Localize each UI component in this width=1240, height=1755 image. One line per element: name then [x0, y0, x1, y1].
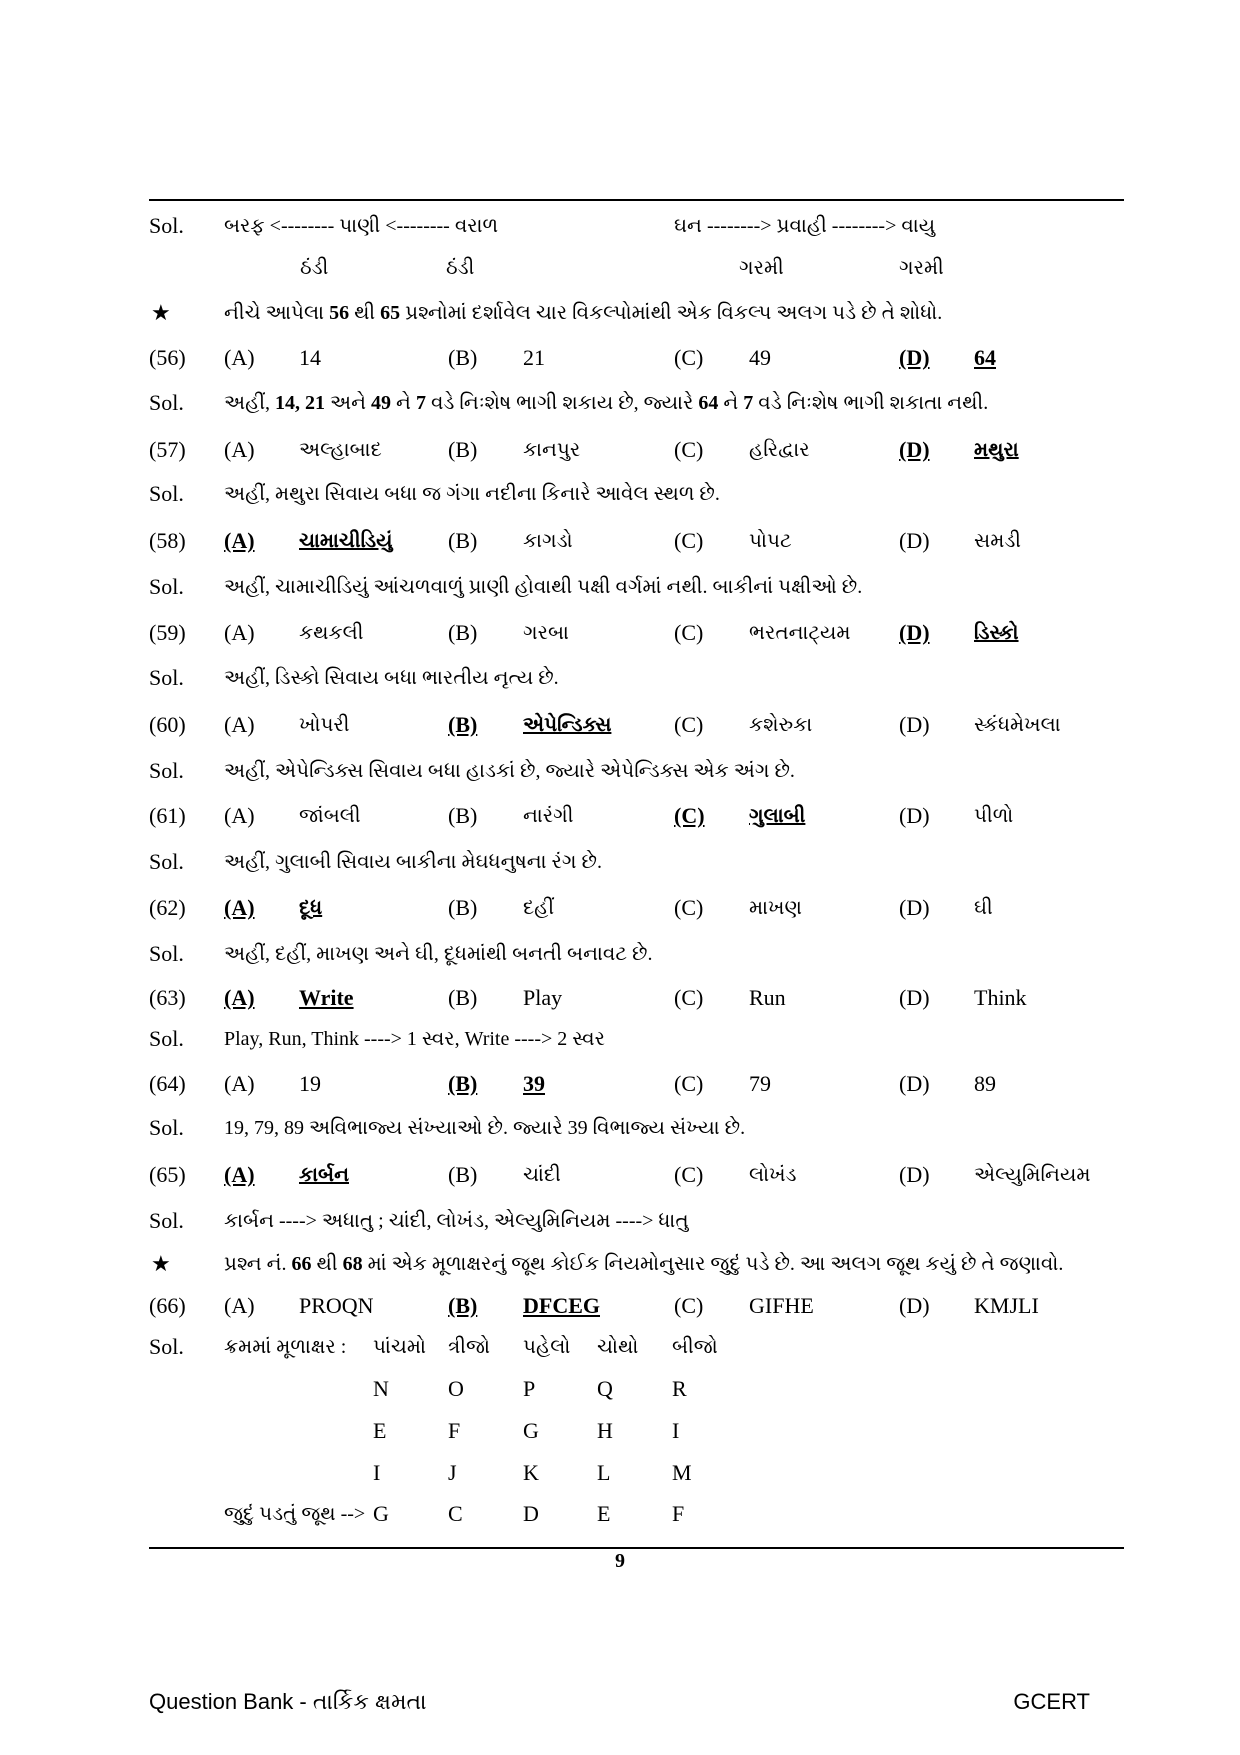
question-number: (60): [149, 712, 186, 737]
option-c-label: (C): [674, 620, 704, 645]
question-number: (58): [149, 528, 186, 553]
letter-cell: M: [672, 1460, 692, 1485]
sol-label: Sol.: [149, 665, 184, 690]
sol-label: Sol.: [149, 481, 184, 506]
option-c-text: પોપટ: [749, 530, 792, 552]
instruction-text: [224, 1249, 1063, 1279]
solution-text: [224, 1206, 689, 1236]
option-b-label: (B): [448, 528, 478, 553]
order-header: પહેલો: [523, 1336, 571, 1358]
letter-cell: F: [448, 1418, 461, 1443]
footer-publisher: GCERT: [1013, 1689, 1090, 1714]
question-number: (62): [149, 895, 186, 920]
temperature-label: ઠંડી: [300, 257, 329, 279]
option-d-text: Think: [974, 985, 1027, 1010]
question-number: (64): [149, 1071, 186, 1096]
solution-61-row: [0, 847, 1240, 877]
option-b-text: એપેન્ડિક્સ: [523, 714, 612, 736]
question-61-row: [0, 801, 1240, 831]
option-a-text: જાંબલી: [299, 805, 361, 827]
top-rule: [149, 199, 1124, 201]
option-a-label: (A): [224, 620, 255, 645]
option-d-label: (D): [899, 712, 930, 737]
option-a-label: (A): [224, 437, 255, 462]
text-segment: ને: [718, 392, 744, 414]
text-segment: Play, Run, Think ----> 1 સ્વર, Write ----> 2 સ્વર: [224, 1028, 605, 1050]
option-d-text: ઘી: [974, 897, 993, 919]
option-d-text: મથુરા: [974, 439, 1019, 461]
solution-text: [224, 756, 795, 786]
letter-cell: O: [448, 1376, 464, 1401]
option-d-text: સમડી: [974, 530, 1022, 552]
option-c-label: (C): [674, 985, 704, 1010]
sol-label: Sol.: [149, 1334, 184, 1359]
option-c-label: (C): [674, 803, 705, 828]
question-62-row: [0, 893, 1240, 923]
option-a-label: (A): [224, 1293, 255, 1318]
question-number: (56): [149, 345, 186, 370]
option-b-text: દહીં: [523, 897, 555, 919]
letter-cell: C: [448, 1501, 463, 1526]
sol-label: Sol.: [149, 849, 184, 874]
letter-cell: K: [523, 1460, 539, 1485]
option-c-text: માખણ: [749, 897, 802, 919]
text-segment: 64: [698, 392, 719, 414]
option-c-label: (C): [674, 528, 704, 553]
option-d-label: (D): [899, 1162, 930, 1187]
text-segment: અહીં, ડિસ્કો સિવાય બધા ભારતીય નૃત્ય છે.: [224, 667, 559, 689]
text-segment: અહીં, દહીં, માખણ અને ઘી, દૂધમાંથી બનતી બનાવટ છે.: [224, 943, 653, 965]
option-a-text: ચામાચીડિયું: [299, 530, 393, 552]
text-segment: 7: [415, 392, 426, 414]
text-segment: નીચે આપેલા: [224, 302, 330, 324]
option-d-label: (D): [899, 985, 930, 1010]
option-c-text: હરિદ્વાર: [749, 439, 810, 461]
solution-text: [224, 479, 720, 509]
option-d-text: પીળો: [974, 805, 1014, 827]
letter-cell: P: [523, 1376, 536, 1401]
option-a-text: દૂધ: [299, 897, 323, 919]
text-segment: 68: [342, 1253, 363, 1275]
text-segment: 14, 21: [275, 392, 326, 414]
option-c-text: ગુલાબી: [749, 805, 806, 827]
option-d-label: (D): [899, 345, 930, 370]
letter-cell: F: [672, 1501, 685, 1526]
question-57-row: [0, 435, 1240, 465]
sol-label: Sol.: [149, 213, 184, 238]
solution-64-row: [0, 1113, 1240, 1143]
letter-cell: H: [597, 1418, 613, 1443]
letter-cell: L: [597, 1460, 611, 1485]
solution-text: [224, 939, 652, 969]
text-segment: અહીં, ગુલાબી સિવાય બાકીના મેઘધનુષના રંગ છે.: [224, 851, 602, 873]
page-number: 9: [615, 1550, 625, 1572]
solution-text: [224, 663, 559, 693]
option-c-text: Run: [749, 985, 786, 1010]
letter-cell: G: [523, 1418, 539, 1443]
text-segment: અહીં, એપેન્ડિક્સ સિવાય બધા હાડકાં છે, જ્યારે એપેન્ડિક્સ એક અંગ છે.: [224, 760, 795, 782]
option-a-text: કાર્બન: [299, 1164, 349, 1186]
option-c-label: (C): [674, 1293, 704, 1318]
option-a-text: PROQN: [299, 1293, 374, 1318]
option-b-label: (B): [448, 985, 478, 1010]
option-d-label: (D): [899, 528, 930, 553]
option-a-label: (A): [224, 985, 255, 1010]
option-b-text: કાગડો: [523, 530, 573, 552]
option-c-text: 79: [749, 1071, 771, 1096]
option-a-text: કથકલી: [299, 622, 364, 644]
option-d-text: ડિસ્કો: [974, 622, 1019, 644]
letter-cell: N: [373, 1376, 389, 1401]
sol-label: Sol.: [149, 1115, 184, 1140]
text-segment: 66: [291, 1253, 312, 1275]
question-number: (57): [149, 437, 186, 462]
option-b-label: (B): [448, 1071, 478, 1096]
question-64-row: [0, 1069, 1240, 1099]
temperature-label: ગરમી: [899, 257, 944, 279]
question-58-row: [0, 526, 1240, 556]
question-63-row: [0, 983, 1240, 1013]
sol-label: Sol.: [149, 1026, 184, 1051]
solution-62-row: [0, 939, 1240, 969]
odd-group-row: [0, 1499, 1240, 1529]
text-segment: 19, 79, 89 અવિભાજ્ય સંખ્યાઓ છે. જ્યારે 39 વિભાજ્ય સંખ્યા છે.: [224, 1117, 746, 1139]
solution-63-row: [0, 1024, 1240, 1054]
solution-58-row: [0, 572, 1240, 602]
option-c-label: (C): [674, 1162, 704, 1187]
option-a-text: 14: [299, 345, 321, 370]
option-d-text: સ્કંધમેખલા: [974, 714, 1061, 736]
order-header: પાંચમો: [373, 1336, 426, 1358]
temperature-label: ગરમી: [739, 257, 784, 279]
option-d-label: (D): [899, 895, 930, 920]
option-c-label: (C): [674, 345, 704, 370]
option-d-text: 89: [974, 1071, 996, 1096]
letter-cell: D: [523, 1501, 539, 1526]
solution-59-row: [0, 663, 1240, 693]
letter-cell: Q: [597, 1376, 613, 1401]
odd-group-label: જુદું પડતું જૂથ -->: [224, 1503, 366, 1525]
option-c-text: GIFHE: [749, 1293, 814, 1318]
option-a-text: અલ્હાબાદ: [299, 439, 382, 461]
option-d-text: 64: [974, 345, 996, 370]
bottom-rule: [149, 1547, 1124, 1549]
option-b-label: (B): [448, 345, 478, 370]
option-b-text: DFCEG: [523, 1293, 600, 1318]
temperature-label: ઠંડી: [446, 257, 475, 279]
question-60-row: [0, 710, 1240, 740]
option-a-text: 19: [299, 1071, 321, 1096]
letter-cell: I: [672, 1418, 680, 1443]
option-c-text: 49: [749, 345, 771, 370]
text-segment: વડે નિઃશેષ ભાગી શકાતા નથી.: [753, 392, 989, 414]
text-segment: પ્રશ્નોમાં દર્શાવેલ ચાર વિકલ્પોમાંથી એક વિકલ્પ અલગ પડે છે તે શોધો.: [400, 302, 943, 324]
question-number: (63): [149, 985, 186, 1010]
text-segment: થી: [311, 1253, 343, 1275]
option-a-label: (A): [224, 712, 255, 737]
solution-57-row: [0, 479, 1240, 509]
letter-row: [0, 1416, 1240, 1446]
text-segment: ને: [391, 392, 416, 414]
option-d-text: KMJLI: [974, 1293, 1039, 1318]
option-c-label: (C): [674, 895, 704, 920]
option-d-label: (D): [899, 1071, 930, 1096]
sol-label: Sol.: [149, 1208, 184, 1233]
question-number: (61): [149, 803, 186, 828]
option-b-label: (B): [448, 437, 478, 462]
letter-row: [0, 1458, 1240, 1488]
solution-text: [224, 1024, 605, 1054]
sol-label: Sol.: [149, 390, 184, 415]
letter-cell: E: [597, 1501, 611, 1526]
sol-label: Sol.: [149, 941, 184, 966]
solution-text: [224, 572, 862, 602]
text-segment: અહીં, ચામાચીડિયું આંચળવાળું પ્રાણી હોવાથી પક્ષી વર્ગમાં નથી. બાકીનાં પક્ષીઓ છે.: [224, 576, 863, 598]
question-number: (65): [149, 1162, 186, 1187]
text-segment: થી: [349, 302, 381, 324]
option-d-label: (D): [899, 1293, 930, 1318]
text-segment: 65: [380, 302, 401, 324]
question-65-row: [0, 1160, 1240, 1190]
option-a-label: (A): [224, 803, 255, 828]
option-a-label: (A): [224, 895, 255, 920]
option-d-label: (D): [899, 437, 930, 462]
cooling-chain: બરફ <-------- પાણી <-------- વરાળ: [224, 215, 499, 237]
option-c-label: (C): [674, 1071, 704, 1096]
letter-cell: J: [448, 1460, 457, 1485]
option-c-text: ભરતનાટ્યમ: [749, 622, 851, 644]
text-segment: કાર્બન ----> અધાતુ ; ચાંદી, લોખંડ, એલ્યુમિનિયમ ----> ધાતુ: [224, 1210, 689, 1232]
solution-text: [224, 847, 602, 877]
option-b-text: ગરબા: [523, 622, 569, 644]
option-a-label: (A): [224, 1162, 255, 1187]
option-b-text: Play: [523, 985, 563, 1010]
question-66-row: [0, 1291, 1240, 1321]
letter-cell: R: [672, 1376, 687, 1401]
option-b-label: (B): [448, 712, 478, 737]
option-b-label: (B): [448, 1162, 478, 1187]
text-segment: માં એક મૂળાક્ષરનું જૂથ કોઈક નિયમોનુસાર જુદું પડે છે. આ અલગ જૂથ કયું છે તે જણાવો.: [362, 1253, 1064, 1275]
footer-title: Question Bank - તાર્કિક ક્ષમતા: [149, 1689, 427, 1714]
option-a-label: (A): [224, 345, 255, 370]
instruction-1: [0, 298, 1240, 328]
solution-66-header-row: [0, 1332, 1240, 1362]
solution-65-row: [0, 1206, 1240, 1236]
option-c-text: લોખંડ: [749, 1164, 797, 1186]
text-segment: 7: [743, 392, 754, 414]
star-icon: ★: [151, 300, 171, 325]
option-a-text: ખોપરી: [299, 714, 350, 736]
solution-60-row: [0, 756, 1240, 786]
intro-solution-row: [0, 211, 1240, 241]
text-segment: અને: [325, 392, 372, 414]
text-segment: વડે નિઃશેષ ભાગી શકાય છે, જ્યારે: [425, 392, 699, 414]
solution-56-row: [0, 388, 1240, 418]
question-number: (66): [149, 1293, 186, 1318]
order-header: ત્રીજો: [448, 1336, 490, 1358]
text-segment: અહીં,: [224, 392, 276, 414]
question-59-row: [0, 618, 1240, 648]
option-b-text: નારંગી: [523, 805, 574, 827]
letter-cell: E: [373, 1418, 387, 1443]
order-header: ચોથો: [597, 1336, 639, 1358]
text-segment: 49: [371, 392, 392, 414]
letter-row: [0, 1374, 1240, 1404]
option-b-label: (B): [448, 620, 478, 645]
option-b-text: 21: [523, 345, 545, 370]
option-d-label: (D): [899, 620, 930, 645]
sol-label: Sol.: [149, 574, 184, 599]
solution-text: [224, 1113, 745, 1143]
question-56-row: [0, 343, 1240, 373]
text-segment: પ્રશ્ન નં.: [224, 1253, 292, 1275]
option-d-label: (D): [899, 803, 930, 828]
temperature-row: [0, 253, 1240, 283]
instruction-2: [0, 1249, 1240, 1279]
option-c-label: (C): [674, 437, 704, 462]
option-a-label: (A): [224, 528, 255, 553]
option-b-label: (B): [448, 1293, 478, 1318]
order-label: ક્રમમાં મૂળાક્ષર :: [224, 1336, 347, 1358]
option-b-text: ચાંદી: [523, 1164, 561, 1186]
option-b-label: (B): [448, 895, 478, 920]
order-header: બીજો: [672, 1336, 718, 1358]
letter-cell: I: [373, 1460, 381, 1485]
option-a-text: Write: [299, 985, 354, 1010]
option-a-label: (A): [224, 1071, 255, 1096]
option-c-text: કશેરુકા: [749, 714, 813, 736]
sol-label: Sol.: [149, 758, 184, 783]
option-c-label: (C): [674, 712, 704, 737]
option-b-text: કાનપુર: [523, 439, 581, 461]
option-b-text: 39: [523, 1071, 545, 1096]
instruction-text: [224, 298, 942, 328]
solution-text: [224, 388, 988, 418]
star-icon: ★: [151, 1251, 171, 1276]
text-segment: અહીં, મથુરા સિવાય બધા જ ગંગા નદીના કિનારે આવેલ સ્થળ છે.: [224, 483, 720, 505]
option-b-label: (B): [448, 803, 478, 828]
heating-chain: ઘન --------> પ્રવાહી --------> વાયુ: [674, 215, 936, 237]
text-segment: 56: [329, 302, 350, 324]
option-d-text: એલ્યુમિનિયમ: [974, 1164, 1091, 1186]
question-number: (59): [149, 620, 186, 645]
letter-cell: G: [373, 1501, 389, 1526]
